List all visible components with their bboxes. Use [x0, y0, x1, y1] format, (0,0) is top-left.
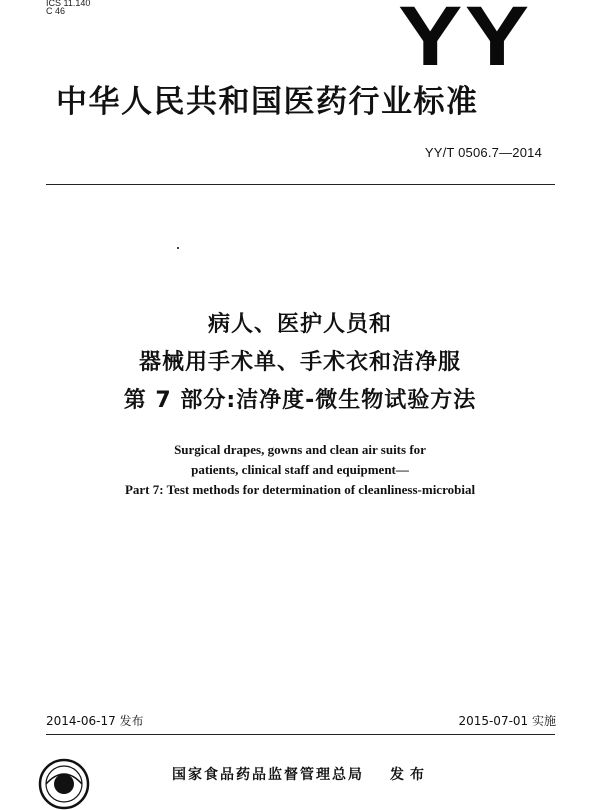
ccs-code: C 46: [46, 6, 66, 16]
classification-codes: [46, 0, 90, 17]
publisher-name: 国家食品药品监督管理总局: [172, 767, 364, 783]
chinese-title-line-3: 第 7 部分:洁净度-微生物试验方法: [123, 388, 477, 413]
standard-number: YY/T 0506.7—2014: [424, 145, 542, 160]
standard-category-title: 中华人民共和国医药行业标准: [56, 84, 479, 120]
ics-code: ICS 11.140: [46, 0, 91, 6]
header-divider: [46, 184, 555, 185]
seal-emblem-icon: [38, 758, 90, 810]
yy-logo: YY: [398, 0, 532, 83]
footer-divider: [46, 734, 555, 735]
issue-date: 2014-06-17 发布: [46, 714, 144, 728]
scan-speck: [177, 247, 179, 249]
chinese-title-line-2: 器械用手术单、手术衣和洁净服: [138, 350, 461, 375]
publish-label: 发布: [390, 767, 430, 783]
publisher-line: [172, 764, 430, 784]
english-title: [0, 440, 600, 500]
english-title-line-2: patients, clinical staff and equipment—: [191, 462, 409, 477]
chinese-title-line-1: 病人、医护人员和: [207, 312, 392, 337]
implementation-date: 2015-07-01 实施: [458, 714, 556, 728]
english-title-line-1: Surgical drapes, gowns and clean air suits for: [174, 442, 426, 457]
chinese-title: [0, 306, 600, 420]
english-title-line-3: Part 7: Test methods for determination of cleanliness-microbial: [124, 482, 476, 497]
